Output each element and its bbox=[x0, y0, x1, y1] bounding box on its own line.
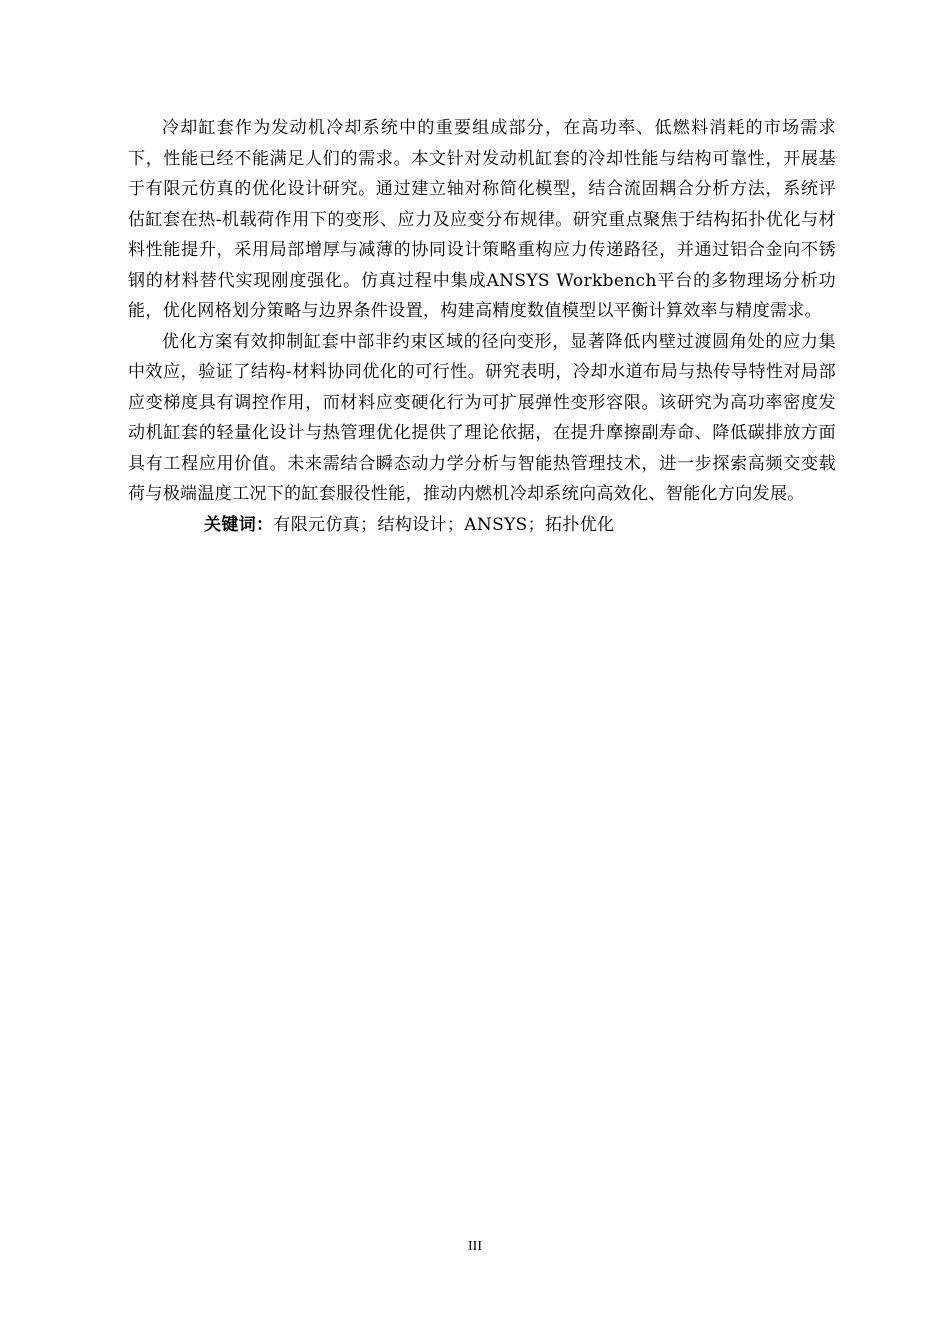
abstract-paragraph-1: 冷却缸套作为发动机冷却系统中的重要组成部分，在高功率、低燃料消耗的市场需求下，性能已经不能满足人们的需求。本文针对发动机缸套的冷却性能与结构可靠性，开展基于有限元仿真的优化设计研究。通过建立轴对称简化模型，结合流固耦合分析方法，系统评估缸套在热-机载荷作用下的变形、应力及应变分布规律。研究重点聚焦于结构拓扑优化与材料性能提升，采用局部增厚与减薄的协同设计策略重构应力传递路径，并通过铝合金向不锈钢的材料替代实现刚度强化。仿真过程中集成ANSYS Workbench平台的多物理场分析功能，优化网格划分策略与边界条件设置，构建高精度数值模型以平衡计算效率与精度需求。 bbox=[128, 118, 836, 321]
keywords-text: 有限元仿真；结构设计；ANSYS；拓扑优化 bbox=[273, 514, 615, 535]
keywords-line bbox=[128, 510, 836, 541]
abstract-body bbox=[128, 113, 836, 540]
keywords-label: 关键词： bbox=[204, 514, 274, 535]
page-number: III bbox=[468, 1239, 482, 1254]
abstract-paragraph-2: 优化方案有效抑制缸套中部非约束区域的径向变形，显著降低内壁过渡圆角处的应力集中效应，验证了结构-材料协同优化的可行性。研究表明，冷却水道布局与热传导特性对局部应变梯度具有调控作用，而材料应变硬化行为可扩展弹性变形容限。该研究为高功率密度发动机缸套的轻量化设计与热管理优化提供了理论依据，在提升摩擦副寿命、降低碳排放方面具有工程应用价值。未来需结合瞬态动力学分析与智能热管理技术，进一步探索高频交变载荷与极端温度工况下的缸套服役性能，推动内燃机冷却系统向高效化、智能化方向发展。 bbox=[128, 331, 836, 504]
